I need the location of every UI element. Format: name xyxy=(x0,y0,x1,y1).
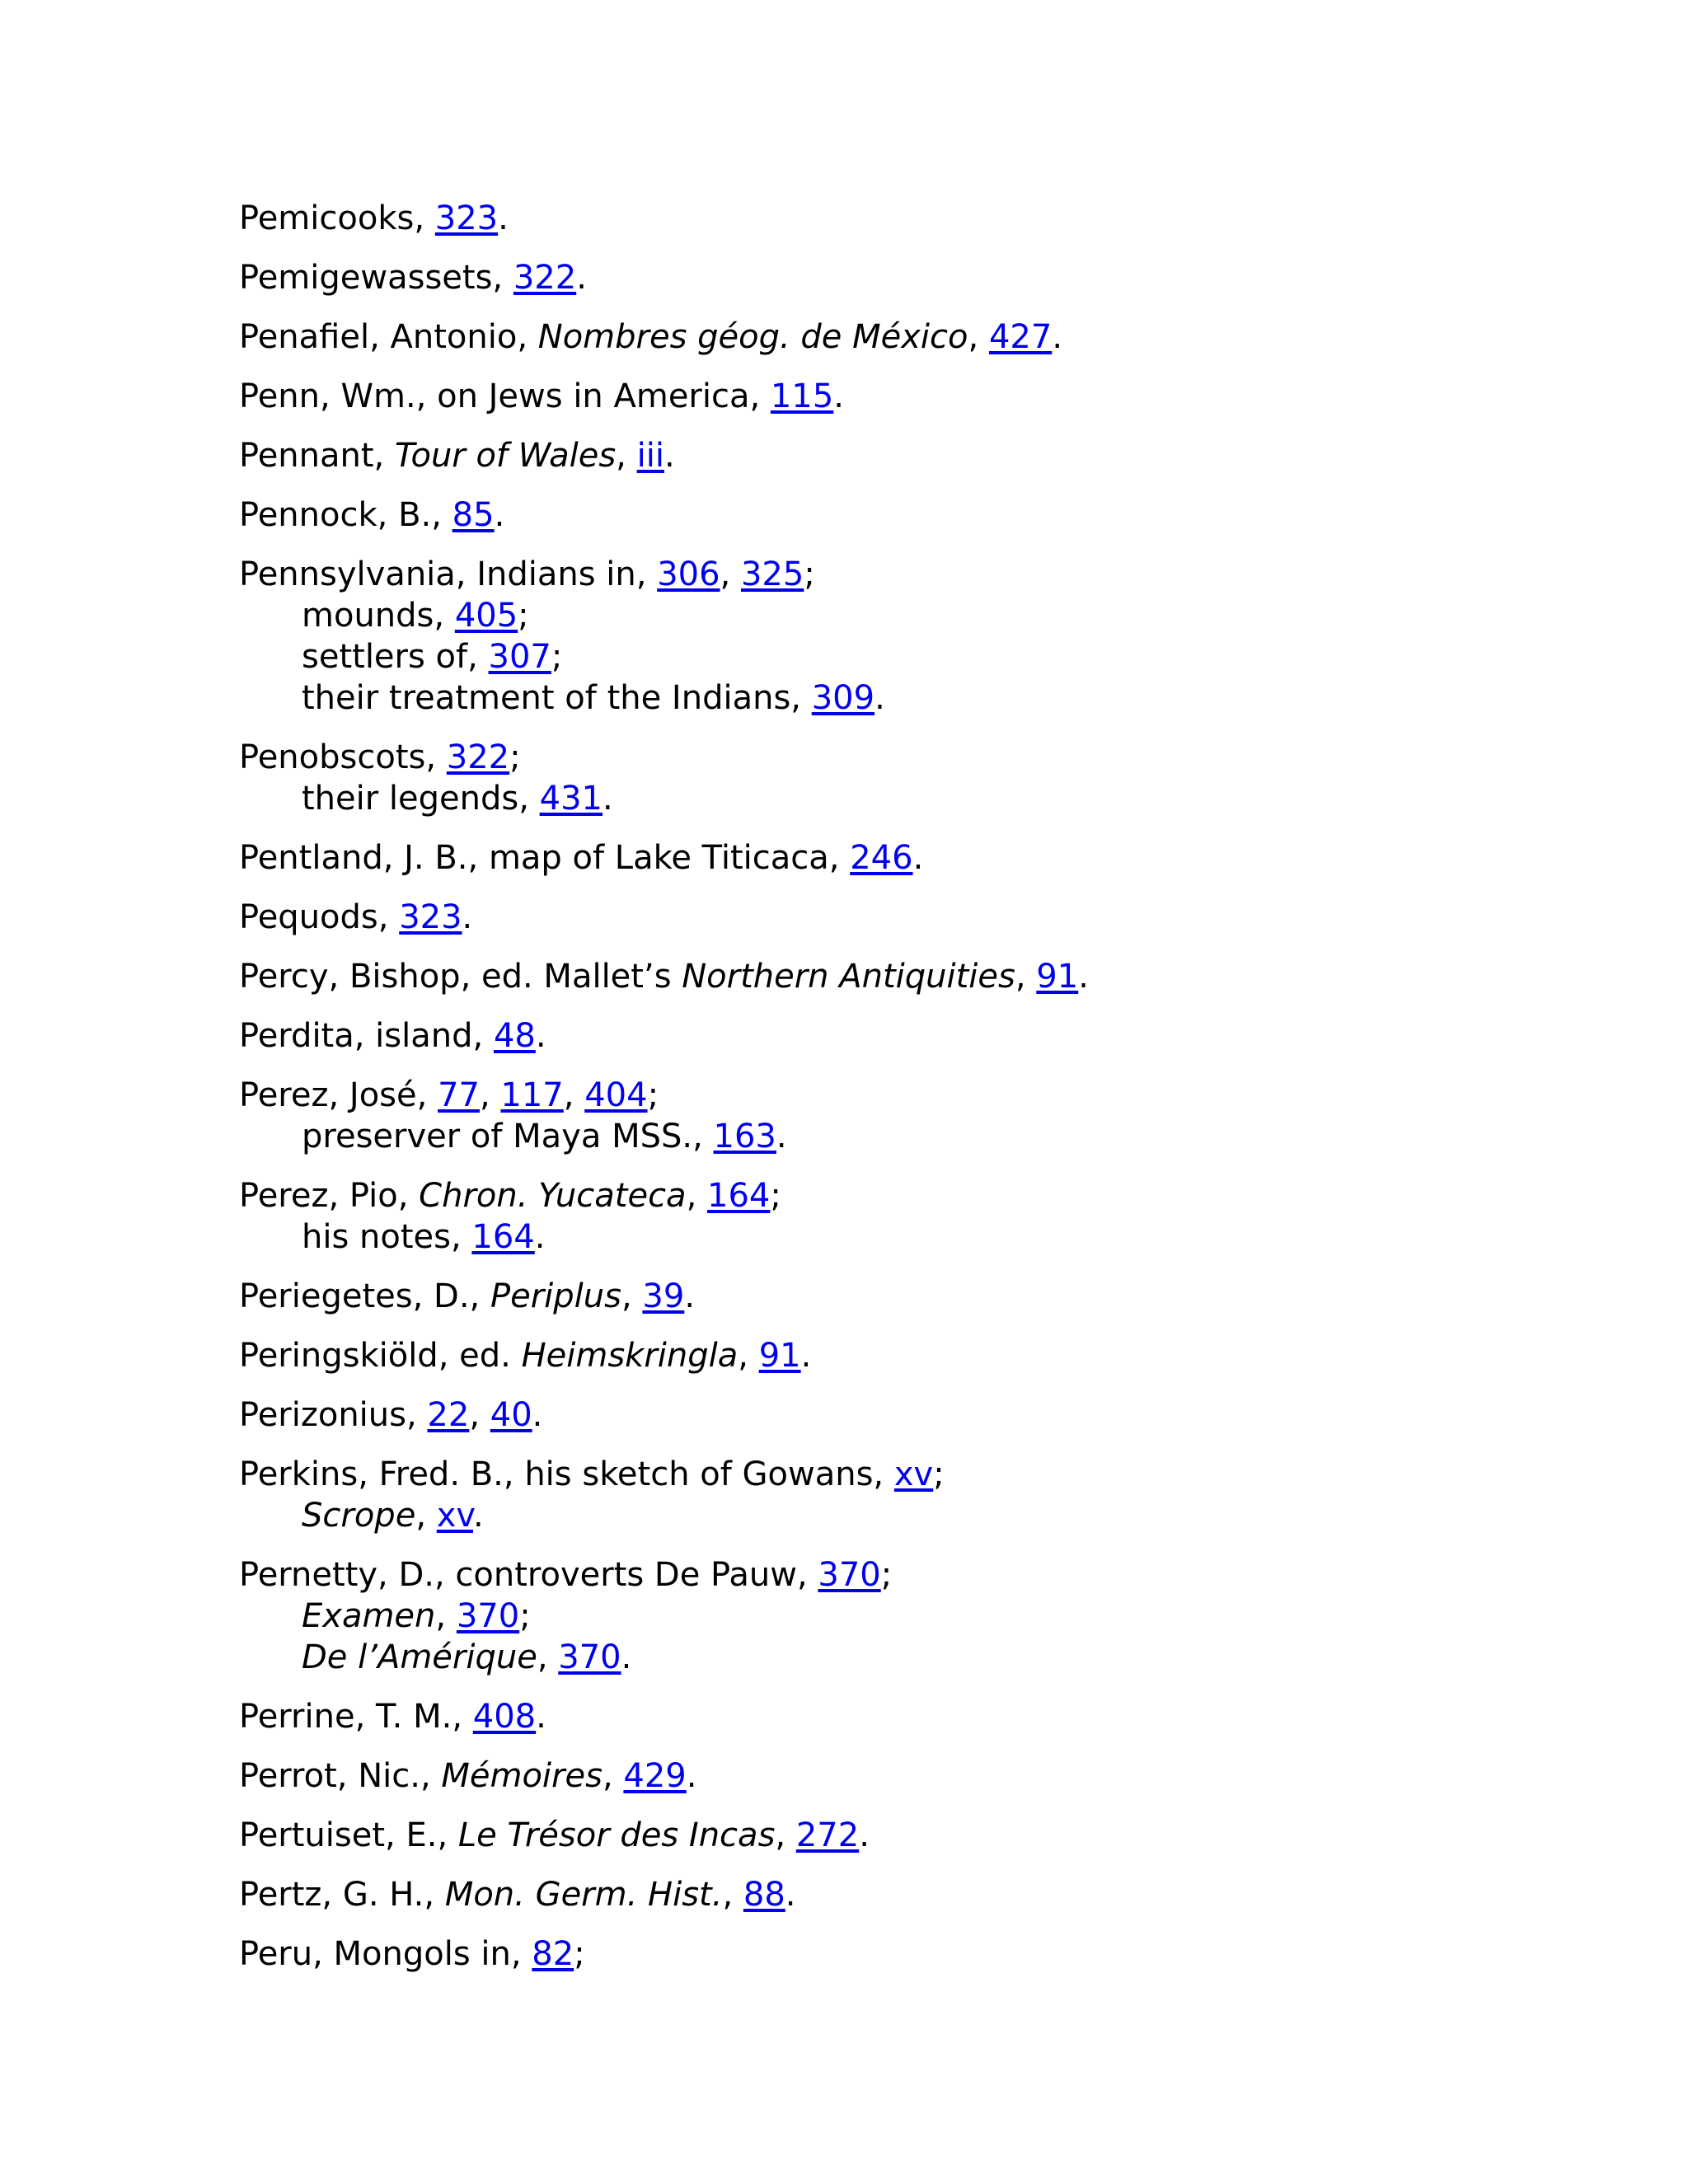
entry-text: ; xyxy=(518,597,529,635)
entry-text: . xyxy=(621,1638,632,1676)
page-reference-link[interactable]: 370 xyxy=(558,1638,621,1676)
entry-text: , xyxy=(621,1277,643,1315)
entry-text: . xyxy=(534,1218,546,1256)
page-reference-link[interactable]: 246 xyxy=(850,839,913,877)
entry-text: Perkins, Fred. B., his sketch of Gowans, xyxy=(239,1455,894,1493)
page-reference-link[interactable]: 48 xyxy=(493,1017,536,1055)
entry-text: Pemigewassets, xyxy=(239,259,513,297)
index-entry-line xyxy=(239,1874,1558,1915)
entry-text: Pequods, xyxy=(239,898,400,936)
page-reference-link[interactable]: iii xyxy=(636,437,664,475)
entry-text: . xyxy=(785,1876,796,1914)
work-title-italic: Examen xyxy=(302,1597,436,1635)
page-reference-link[interactable]: 82 xyxy=(532,1935,574,1973)
entry-text: . xyxy=(536,1698,546,1736)
entry-text: Pemicooks, xyxy=(239,199,435,237)
entry-text: ; xyxy=(770,1177,781,1215)
entry-text: Perez, José, xyxy=(239,1076,438,1114)
index-entry-line xyxy=(239,1454,1558,1495)
page-reference-link[interactable]: 370 xyxy=(818,1556,881,1594)
entry-text: Pertuiset, E., xyxy=(239,1816,458,1854)
page-reference-link[interactable]: 272 xyxy=(795,1816,860,1854)
entry-text: . xyxy=(1078,958,1089,996)
index-entry xyxy=(239,1454,1558,1536)
entry-text: . xyxy=(576,259,587,297)
index-entry xyxy=(239,1015,1558,1057)
index-entry-line xyxy=(239,316,1558,358)
entry-text: . xyxy=(776,1118,787,1155)
page-reference-link[interactable]: 431 xyxy=(539,780,603,818)
index-entry-line xyxy=(239,1815,1558,1856)
entry-text: Perizonius, xyxy=(239,1396,428,1434)
entry-text: Penobscots, xyxy=(239,738,447,776)
entry-text: . xyxy=(532,1396,543,1434)
page-reference-link[interactable]: xv xyxy=(436,1497,473,1535)
entry-text: Perdita, island, xyxy=(239,1017,494,1055)
index-entry xyxy=(239,257,1558,298)
entry-text: his notes, xyxy=(302,1218,472,1256)
entry-text: ; xyxy=(509,738,521,776)
index-entry xyxy=(239,1815,1558,1856)
index-entry-line xyxy=(239,1335,1558,1376)
entry-text: Perez, Pio, xyxy=(239,1177,420,1215)
entry-text: Pernetty, D., controverts De Pauw, xyxy=(239,1556,818,1594)
index-entry-line xyxy=(239,1696,1558,1737)
index-entry-line xyxy=(239,1175,1558,1216)
entry-text: . xyxy=(1052,318,1063,356)
index-entry xyxy=(239,956,1558,997)
page-reference-link[interactable]: 77 xyxy=(438,1076,480,1114)
index-entry xyxy=(239,1933,1558,1975)
entry-text: . xyxy=(473,1497,484,1535)
entry-text: . xyxy=(494,496,505,534)
entry-text: preserver of Maya MSS., xyxy=(302,1118,714,1155)
page-reference-link[interactable]: 85 xyxy=(452,496,495,534)
page-reference-link[interactable]: 91 xyxy=(1036,958,1079,996)
work-title-italic: Chron. Yucateca xyxy=(419,1177,687,1215)
page-reference-link[interactable]: 309 xyxy=(811,679,875,717)
index-entry xyxy=(239,1554,1558,1678)
entry-text: . xyxy=(663,437,675,475)
entry-text: mounds, xyxy=(302,597,455,635)
page-reference-link[interactable]: 404 xyxy=(584,1076,648,1114)
entry-text: , xyxy=(563,1076,585,1114)
index-entry-line xyxy=(239,554,1558,595)
page-reference-link[interactable]: 163 xyxy=(713,1118,776,1155)
index-subentry-line xyxy=(239,778,1558,819)
entry-text: . xyxy=(684,1277,696,1315)
page-reference-link[interactable]: 325 xyxy=(740,555,804,593)
entry-text: Perrine, T. M., xyxy=(239,1698,473,1736)
index-entry-line xyxy=(239,1276,1558,1317)
entry-text: , xyxy=(469,1396,490,1434)
page-reference-link[interactable]: 306 xyxy=(657,555,720,593)
index-entry-line xyxy=(239,376,1558,417)
index-entry xyxy=(239,1175,1558,1258)
index-entry xyxy=(239,1394,1558,1436)
entry-text: , xyxy=(479,1076,501,1114)
entry-text: ; xyxy=(551,638,563,676)
index-entry xyxy=(239,1335,1558,1376)
entry-text: , xyxy=(968,318,989,356)
index-entry xyxy=(239,1696,1558,1737)
entry-text: , xyxy=(738,1337,759,1375)
index-entry-line xyxy=(239,257,1558,298)
page-reference-link[interactable]: 164 xyxy=(471,1218,535,1256)
index-subentry-line xyxy=(239,677,1558,719)
entry-text: their legends, xyxy=(302,780,540,818)
entry-text: . xyxy=(833,377,844,415)
work-title-italic: Heimskringla xyxy=(521,1337,738,1375)
page-reference-link[interactable]: 322 xyxy=(513,259,577,297)
entry-text: ; xyxy=(519,1597,531,1635)
page-reference-link[interactable]: 323 xyxy=(434,199,499,237)
page-reference-link[interactable]: 322 xyxy=(446,738,510,776)
index-entry xyxy=(239,376,1558,417)
index-entry-line xyxy=(239,435,1558,476)
index-entry-line xyxy=(239,494,1558,536)
index-subentry-line xyxy=(239,1495,1558,1536)
work-title-italic: Mémoires xyxy=(441,1757,603,1795)
page-reference-link[interactable]: 408 xyxy=(472,1698,537,1736)
entry-text: . xyxy=(498,199,509,237)
entry-text: . xyxy=(686,1757,697,1795)
entry-text: , xyxy=(616,437,637,475)
work-title-italic: Mon. Germ. Hist. xyxy=(444,1876,723,1914)
work-title-italic: Scrope xyxy=(302,1497,416,1535)
entry-text: , xyxy=(435,1597,457,1635)
index-entry-line xyxy=(239,956,1558,997)
entry-text: , xyxy=(686,1177,708,1215)
page-reference-link[interactable]: 40 xyxy=(490,1396,532,1434)
index-subentry-line xyxy=(239,1116,1558,1157)
entry-text: Peringskiöld, ed. xyxy=(239,1337,522,1375)
work-title-italic: Le Trésor des Incas xyxy=(457,1816,776,1854)
index-subentry-line xyxy=(239,1596,1558,1637)
index-entry-line xyxy=(239,198,1558,239)
entry-text: Pertz, G. H., xyxy=(239,1876,445,1914)
entry-text: their treatment of the Indians, xyxy=(302,679,812,717)
entry-text: Peru, Mongols in, xyxy=(239,1935,532,1973)
index-entry-line xyxy=(239,1015,1558,1057)
entry-text: , xyxy=(722,1876,743,1914)
index-entry xyxy=(239,1075,1558,1157)
entry-text: ; xyxy=(574,1935,585,1973)
page-reference-link[interactable]: 323 xyxy=(399,898,462,936)
index-entry xyxy=(239,737,1558,819)
index-entry xyxy=(239,897,1558,938)
page-reference-link[interactable]: 115 xyxy=(770,377,834,415)
entry-text: ; xyxy=(933,1455,945,1493)
page-reference-link[interactable]: 164 xyxy=(707,1177,771,1215)
entry-text: Pentland, J. B., map of Lake Titicaca, xyxy=(239,839,851,877)
page-reference-link[interactable]: xv xyxy=(893,1455,934,1493)
work-title-italic: Northern Antiquities xyxy=(682,958,1015,996)
index-entry xyxy=(239,198,1558,239)
index-entry xyxy=(239,1755,1558,1797)
entry-text: Percy, Bishop, ed. Mallet’s xyxy=(239,958,682,996)
index-entry xyxy=(239,554,1558,719)
entry-text: ; xyxy=(880,1556,893,1594)
entry-text: , xyxy=(720,555,741,593)
entry-text: Pennock, B., xyxy=(239,496,452,534)
entry-text: Perrot, Nic., xyxy=(239,1757,442,1795)
index-entry-line xyxy=(239,1755,1558,1797)
index-subentry-line xyxy=(239,1216,1558,1258)
entry-text: settlers of, xyxy=(302,638,489,676)
page-reference-link[interactable]: 429 xyxy=(623,1757,687,1795)
index-subentry-line xyxy=(239,595,1558,636)
entry-text: Pennant, xyxy=(239,437,395,475)
index-entry xyxy=(239,494,1558,536)
index-entry-line xyxy=(239,837,1558,879)
index-entry-line xyxy=(239,1554,1558,1596)
index-subentry-line xyxy=(239,1637,1558,1678)
index-entry-line xyxy=(239,737,1558,778)
entry-text: , xyxy=(1015,958,1037,996)
page-reference-link[interactable]: 370 xyxy=(456,1597,520,1635)
entry-text: . xyxy=(800,1337,812,1375)
work-title-italic: Periplus xyxy=(490,1277,621,1315)
entry-text: ; xyxy=(647,1076,659,1114)
entry-text: . xyxy=(603,780,613,818)
index-entry xyxy=(239,1276,1558,1317)
index-entry xyxy=(239,316,1558,358)
index-entry-line xyxy=(239,1394,1558,1436)
entry-text: Pennsylvania, Indians in, xyxy=(239,555,658,593)
entry-text: Penafiel, Antonio, xyxy=(239,318,538,356)
entry-text: , xyxy=(602,1757,624,1795)
work-title-italic: Nombres géog. de México xyxy=(537,318,968,356)
index-entry-line xyxy=(239,1933,1558,1975)
entry-text: Periegetes, D., xyxy=(239,1277,490,1315)
entry-text: . xyxy=(535,1017,546,1055)
page-reference-link[interactable]: 91 xyxy=(758,1337,801,1375)
index-subentry-line xyxy=(239,636,1558,677)
work-title-italic: De l’Amérique xyxy=(302,1638,537,1676)
page-reference-link[interactable]: 117 xyxy=(500,1076,564,1114)
index-entry xyxy=(239,1874,1558,1915)
page-reference-link[interactable]: 88 xyxy=(743,1876,785,1914)
entry-text: . xyxy=(462,898,473,936)
page-reference-link[interactable]: 22 xyxy=(427,1396,470,1434)
entry-text: , xyxy=(537,1638,559,1676)
entry-text: Penn, Wm., on Jews in America, xyxy=(239,377,771,415)
entry-text: ; xyxy=(804,555,815,593)
entry-text: . xyxy=(859,1816,870,1854)
entry-text: . xyxy=(874,679,885,717)
index-entry-line xyxy=(239,897,1558,938)
entry-text: , xyxy=(775,1816,796,1854)
page-reference-link[interactable]: 405 xyxy=(454,597,518,635)
page-reference-link[interactable]: 427 xyxy=(988,318,1053,356)
entry-text: . xyxy=(912,839,924,877)
index-entry xyxy=(239,435,1558,476)
page-reference-link[interactable]: 307 xyxy=(488,638,551,676)
index-entry xyxy=(239,837,1558,879)
entry-text: , xyxy=(415,1497,437,1535)
index-page xyxy=(239,198,1558,1993)
page-reference-link[interactable]: 39 xyxy=(642,1277,685,1315)
index-entry-line xyxy=(239,1075,1558,1116)
work-title-italic: Tour of Wales xyxy=(394,437,617,475)
